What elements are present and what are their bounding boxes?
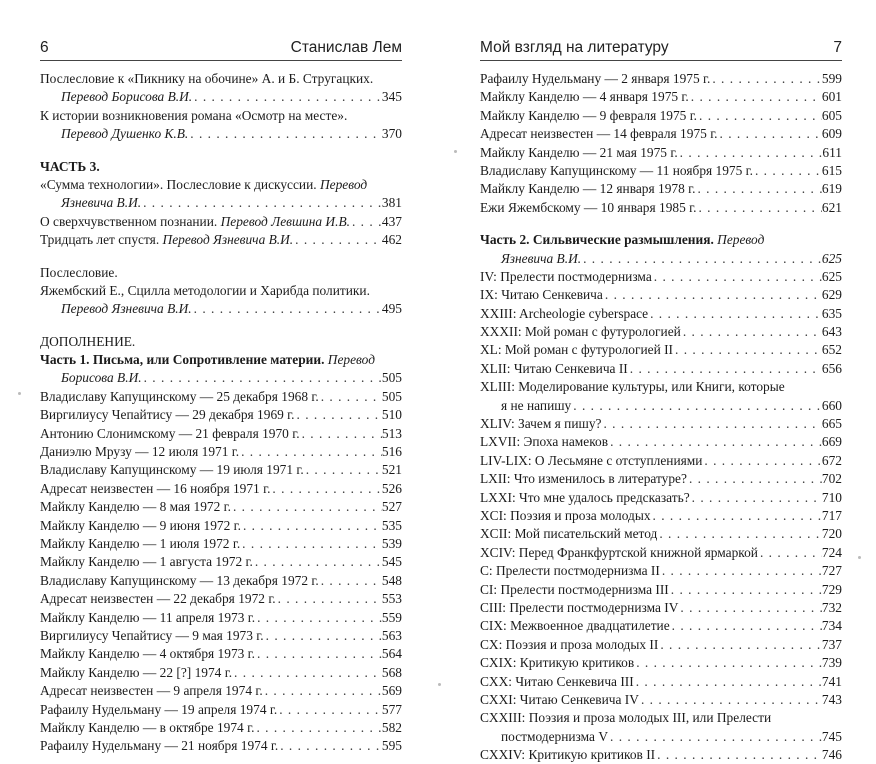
page-ref: 615 (821, 162, 842, 178)
page-ref: 381 (381, 195, 402, 211)
toc-entry: Борисова В.И. . . . 505 (40, 369, 402, 387)
page-ref: 729 (821, 581, 842, 597)
page-ref: 660 (821, 397, 842, 413)
toc-entry: «Сумма технологии». Послесловие к дискуссии. Перевод (40, 176, 368, 192)
scan-speck (438, 683, 441, 686)
page-ref: 720 (821, 526, 842, 542)
toc-entry: постмодернизма V . . . 745 (480, 728, 842, 746)
toc-entry: Владиславу Капущинскому — 25 декабря 1968 г. . . . 505 (40, 388, 402, 406)
toc-entry: CXIX: Критикую критиков . . . 739 (480, 654, 842, 672)
page-ref: 739 (821, 655, 842, 671)
toc-entry: Рафаилу Нудельману — 21 ноября 1974 г. . . . 595 (40, 737, 402, 755)
toc-entry: Майклу Канделю — 9 июня 1972 г. . . . 535 (40, 517, 402, 535)
toc-entry: LXXI: Что мне удалось предсказать? . . . 710 (480, 489, 842, 507)
page-ref: 521 (381, 462, 402, 478)
toc-entry: Язневича В.И. . . . 381 (40, 194, 402, 212)
page-ref: 564 (381, 646, 402, 662)
page-ref: 605 (821, 107, 842, 123)
page-ref: 609 (821, 126, 842, 142)
page-ref: 652 (821, 342, 842, 358)
page-ref: 345 (381, 89, 402, 105)
page-ref: 656 (821, 360, 842, 376)
page-ref: 548 (381, 572, 402, 588)
toc-right (480, 70, 842, 764)
toc-entry: CX: Поэзия и проза молодых II . . . 737 (480, 636, 842, 654)
section-heading: Часть 2. Сильвические размышления. Перевод (480, 232, 765, 248)
toc-entry: Перевод Борисова В.И. . . . 345 (40, 88, 402, 106)
toc-entry: Майклу Канделю — 11 апреля 1973 г. . . . 559 (40, 609, 402, 627)
page-ref: 563 (381, 627, 402, 643)
toc-entry: XLII: Читаю Сенкевича II . . . 656 (480, 360, 842, 378)
page-ref: 724 (821, 544, 842, 560)
left-running-head (40, 38, 402, 58)
page-ref: 702 (821, 471, 842, 487)
toc-entry: Майклу Канделю — 4 января 1975 г. . . . 601 (480, 88, 842, 106)
page-ref: 553 (381, 591, 402, 607)
toc-entry: Адресат неизвестен — 16 ноября 1971 г. . . . 526 (40, 480, 402, 498)
toc-entry: CIII: Прелести постмодернизма IV . . . 732 (480, 599, 842, 617)
toc-entry: Тридцать лет спустя. Перевод Язневича В.И. . . . 462 (40, 231, 402, 249)
toc-entry: XL: Мой роман с футурологией II . . . 652 (480, 341, 842, 359)
page-number: 6 (40, 39, 49, 56)
page-ref: 672 (821, 452, 842, 468)
toc-entry: К истории возникновения романа «Осмотр на месте». (40, 107, 348, 123)
toc-entry: CI: Прелести постмодернизма III . . . 729 (480, 581, 842, 599)
toc-entry: XLIV: Зачем я пишу? . . . 665 (480, 415, 842, 433)
running-title: Мой взгляд на литературу (480, 39, 669, 56)
page-ref: 710 (821, 489, 842, 505)
toc-entry: Послесловие к «Пикнику на обочине» А. и Б. Стругацких. (40, 71, 374, 86)
toc-entry: IV: Прелести постмодернизма . . . 625 (480, 268, 842, 286)
toc-entry: XXIII: Archeologie cyberspace . . . 635 (480, 305, 842, 323)
toc-entry: Майклу Канделю — 12 января 1978 г. . . . 619 (480, 180, 842, 198)
toc-entry: Майклу Канделю — в октябре 1974 г. . . . 582 (40, 719, 402, 737)
page-ref: 559 (381, 609, 402, 625)
toc-entry: Перевод Язневича В.И. . . . 495 (40, 300, 402, 318)
page-ref: 732 (821, 599, 842, 615)
toc-entry: CXXIV: Критикую критиков II . . . 746 (480, 746, 842, 764)
toc-entry: Часть 1. Письма, или Сопротивление материи. Перевод (40, 352, 375, 368)
toc-entry: Виргилиусу Чепайтису — 29 декабря 1969 г. . . . 510 (40, 406, 402, 424)
page-ref: 505 (381, 370, 402, 386)
page-ref: 611 (822, 144, 842, 160)
toc-entry: LXVII: Эпоха намеков . . . 669 (480, 433, 842, 451)
page-ref: 625 (821, 268, 842, 284)
page-ref: 737 (821, 636, 842, 652)
page-ref: 582 (381, 719, 402, 735)
toc-entry: О сверхчувственном познании. Перевод Левшина И.В. . . . 437 (40, 213, 402, 231)
scan-speck (18, 392, 21, 395)
toc-entry: Рафаилу Нудельману — 2 января 1975 г. . . . 599 (480, 70, 842, 88)
toc-entry: CXXI: Читаю Сенкевича IV . . . 743 (480, 691, 842, 709)
page-ref: 595 (381, 738, 402, 754)
toc-entry: Майклу Канделю — 1 августа 1972 г. . . . 545 (40, 553, 402, 571)
header-rule (480, 60, 842, 61)
page-ref: 568 (381, 664, 402, 680)
page-ref: 545 (381, 554, 402, 570)
page-ref: 527 (381, 499, 402, 515)
page-ref: 601 (821, 89, 842, 105)
scan-speck (858, 556, 861, 559)
toc-entry: CXX: Читаю Сенкевича III . . . 741 (480, 673, 842, 691)
scan-speck (454, 150, 457, 153)
page-ref: 743 (821, 691, 842, 707)
toc-entry: IX: Читаю Сенкевича . . . 629 (480, 286, 842, 304)
toc-entry: я не напишу . . . 660 (480, 397, 842, 415)
toc-entry: Антонию Слонимскому — 21 февраля 1970 г. . . . 513 (40, 425, 402, 443)
toc-entry: Майклу Канделю — 8 мая 1972 г. . . . 527 (40, 498, 402, 516)
page-ref: 462 (381, 232, 402, 248)
page-number: 7 (833, 39, 842, 56)
section-heading: ДОПОЛНЕНИЕ. (40, 333, 136, 349)
toc-entry: Владиславу Капущинскому — 13 декабря 1972 г. . . . 548 (40, 572, 402, 590)
toc-entry: XCI: Поэзия и проза молодых . . . 717 (480, 507, 842, 525)
page-ref: 526 (381, 480, 402, 496)
page-ref: 643 (821, 324, 842, 340)
toc-entry: Майклу Канделю — 21 мая 1975 г. . . . 611 (480, 144, 842, 162)
page-ref: 513 (381, 425, 402, 441)
toc-entry: Рафаилу Нудельману — 19 апреля 1974 г. . . . 577 (40, 701, 402, 719)
page-ref: 577 (381, 701, 402, 717)
header-rule (40, 60, 402, 61)
toc-entry: Адресат неизвестен — 22 декабря 1972 г. . . . 553 (40, 590, 402, 608)
toc-entry: Адресат неизвестен — 14 февраля 1975 г. . . . 609 (480, 125, 842, 143)
page-ref: 717 (821, 507, 842, 523)
right-running-head (480, 38, 842, 58)
running-title: Станислав Лем (290, 39, 402, 56)
toc-entry: LIV-LIX: О Лесьмяне с отступлениями . . . 672 (480, 452, 842, 470)
page-ref: 665 (821, 416, 842, 432)
toc-entry: XCIV: Перед Франкфуртской книжной ярмаркой . . . 724 (480, 544, 842, 562)
toc-entry: Майклу Канделю — 1 июля 1972 г. . . . 539 (40, 535, 402, 553)
page-ref: 629 (821, 287, 842, 303)
page-ref: 741 (821, 673, 842, 689)
toc-entry: Владиславу Капущинскому — 11 ноября 1975 г. . . . 615 (480, 162, 842, 180)
page-ref: 569 (381, 683, 402, 699)
page-ref: 635 (821, 305, 842, 321)
page-ref: 516 (381, 444, 402, 460)
toc-entry: Ежи Яжембскому — 10 января 1985 г. . . . 621 (480, 199, 842, 217)
page-ref: 510 (381, 407, 402, 423)
toc-entry: Даниэлю Мрузу — 12 июля 1971 г. . . . 516 (40, 443, 402, 461)
toc-entry: LXII: Что изменилось в литературе? . . . 702 (480, 470, 842, 488)
toc-entry: XCII: Мой писательский метод . . . 720 (480, 525, 842, 543)
page-ref: 599 (821, 71, 842, 86)
toc-entry: Адресат неизвестен — 9 апреля 1974 г. . . . 569 (40, 682, 402, 700)
page-ref: 625 (821, 250, 842, 266)
page-ref: 745 (821, 728, 842, 744)
toc-entry: Майклу Канделю — 22 [?] 1974 г. . . . 568 (40, 664, 402, 682)
toc-entry: CXXIII: Поэзия и проза молодых III, или Прелести (480, 710, 772, 726)
page-ref: 535 (381, 517, 402, 533)
toc-entry: Владиславу Капущинскому — 19 июля 1971 г. . . . 521 (40, 461, 402, 479)
page-ref: 505 (381, 388, 402, 404)
toc-entry: C: Прелести постмодернизма II . . . 727 (480, 562, 842, 580)
left-page (40, 0, 402, 754)
toc-entry: XXXII: Мой роман с футурологией . . . 643 (480, 323, 842, 341)
right-page (480, 0, 842, 763)
page-ref: 539 (381, 535, 402, 551)
page-ref: 746 (821, 747, 842, 763)
page-ref: 370 (381, 126, 402, 142)
section-heading: ЧАСТЬ 3. (40, 158, 100, 174)
page-ref: 727 (821, 563, 842, 579)
toc-entry: Майклу Канделю — 9 февраля 1975 г. . . . 605 (480, 107, 842, 125)
page-ref: 669 (821, 434, 842, 450)
page-ref: 734 (821, 618, 842, 634)
toc-entry: CIX: Межвоенное двадцатилетие . . . 734 (480, 617, 842, 635)
toc-entry: Послесловие. (40, 264, 118, 280)
page-ref: 619 (821, 181, 842, 197)
toc-entry: XLIII: Моделирование культуры, или Книги, которые (480, 379, 785, 395)
page-ref: 437 (381, 213, 402, 229)
toc-left (40, 70, 402, 756)
toc-entry: Майклу Канделю — 4 октября 1973 г. . . . 564 (40, 645, 402, 663)
toc-entry: Яжембский Е., Сцилла методологии и Харибда политики. (40, 282, 370, 298)
toc-entry: Перевод Душенко К.В. . . . 370 (40, 125, 402, 143)
toc-entry: Язневича В.И. . . . 625 (480, 250, 842, 268)
page-ref: 621 (821, 199, 842, 215)
toc-entry: Виргилиусу Чепайтису — 9 мая 1973 г. . . . 563 (40, 627, 402, 645)
page-ref: 495 (381, 301, 402, 317)
